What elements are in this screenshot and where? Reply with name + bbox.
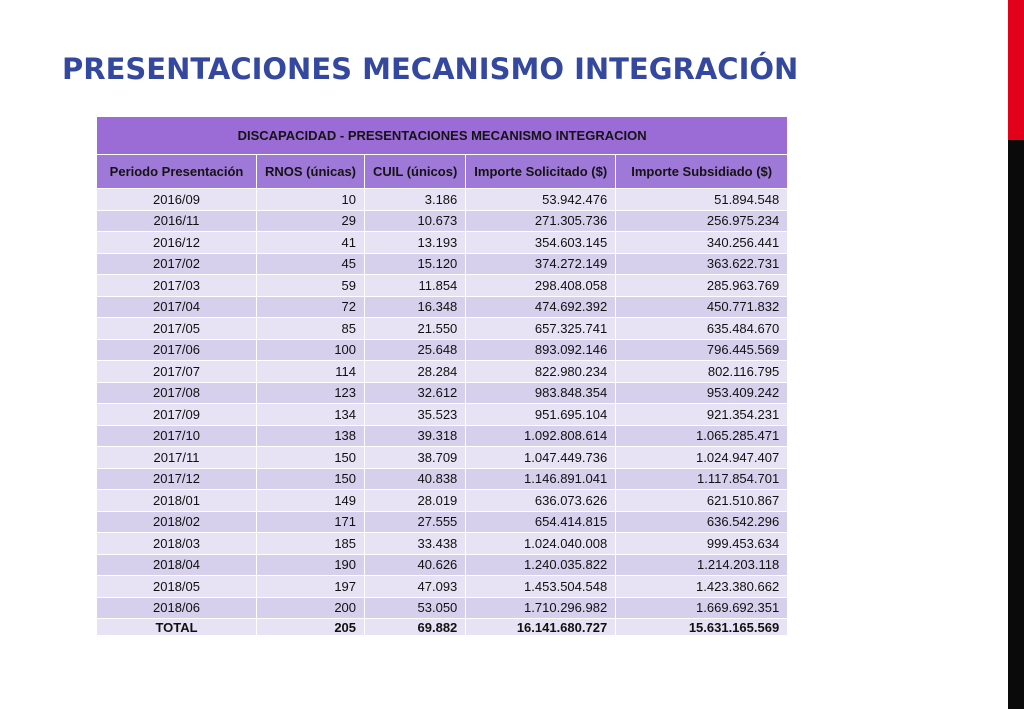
cell-periodo: 2017/07 bbox=[97, 361, 257, 383]
cell-rnos: 138 bbox=[257, 425, 365, 447]
total-importe-subsidiado: 15.631.165.569 bbox=[616, 619, 788, 636]
table-row bbox=[97, 253, 788, 275]
cell-cuil: 21.550 bbox=[365, 318, 466, 340]
cell-periodo: 2017/09 bbox=[97, 404, 257, 426]
table-row bbox=[97, 425, 788, 447]
table-row bbox=[97, 490, 788, 512]
cell-cuil: 25.648 bbox=[365, 339, 466, 361]
side-accent-bar-black bbox=[1008, 140, 1024, 709]
cell-rnos: 85 bbox=[257, 318, 365, 340]
cell-periodo: 2017/03 bbox=[97, 275, 257, 297]
cell-rnos: 150 bbox=[257, 468, 365, 490]
cell-importe-subsidiado: 796.445.569 bbox=[616, 339, 788, 361]
cell-periodo: 2016/09 bbox=[97, 189, 257, 211]
table-row bbox=[97, 210, 788, 232]
cell-importe-solicitado: 657.325.741 bbox=[466, 318, 616, 340]
table-row bbox=[97, 361, 788, 383]
table-body bbox=[97, 189, 788, 619]
cell-importe-subsidiado: 340.256.441 bbox=[616, 232, 788, 254]
cell-periodo: 2017/10 bbox=[97, 425, 257, 447]
cell-cuil: 38.709 bbox=[365, 447, 466, 469]
cell-rnos: 29 bbox=[257, 210, 365, 232]
slide-title: PRESENTACIONES MECANISMO INTEGRACIÓN bbox=[62, 52, 799, 86]
table-row bbox=[97, 339, 788, 361]
cell-importe-solicitado: 374.272.149 bbox=[466, 253, 616, 275]
cell-cuil: 10.673 bbox=[365, 210, 466, 232]
cell-importe-subsidiado: 802.116.795 bbox=[616, 361, 788, 383]
cell-cuil: 28.284 bbox=[365, 361, 466, 383]
cell-rnos: 114 bbox=[257, 361, 365, 383]
cell-importe-solicitado: 822.980.234 bbox=[466, 361, 616, 383]
cell-periodo: 2018/02 bbox=[97, 511, 257, 533]
cell-importe-subsidiado: 450.771.832 bbox=[616, 296, 788, 318]
cell-cuil: 15.120 bbox=[365, 253, 466, 275]
cell-importe-solicitado: 271.305.736 bbox=[466, 210, 616, 232]
cell-rnos: 10 bbox=[257, 189, 365, 211]
cell-periodo: 2016/12 bbox=[97, 232, 257, 254]
cell-importe-subsidiado: 1.669.692.351 bbox=[616, 597, 788, 619]
cell-cuil: 39.318 bbox=[365, 425, 466, 447]
column-header-importe-solicitado: Importe Solicitado ($) bbox=[466, 155, 616, 189]
table-row bbox=[97, 382, 788, 404]
cell-rnos: 171 bbox=[257, 511, 365, 533]
cell-importe-subsidiado: 999.453.634 bbox=[616, 533, 788, 555]
table-row bbox=[97, 232, 788, 254]
cell-cuil: 3.186 bbox=[365, 189, 466, 211]
table-row bbox=[97, 533, 788, 555]
cell-periodo: 2018/01 bbox=[97, 490, 257, 512]
cell-importe-solicitado: 1.710.296.982 bbox=[466, 597, 616, 619]
cell-importe-solicitado: 1.092.808.614 bbox=[466, 425, 616, 447]
cell-rnos: 150 bbox=[257, 447, 365, 469]
cell-periodo: 2017/11 bbox=[97, 447, 257, 469]
column-header-importe-subsidiado: Importe Subsidiado ($) bbox=[616, 155, 788, 189]
table-row bbox=[97, 447, 788, 469]
cell-rnos: 134 bbox=[257, 404, 365, 426]
side-accent-bar-red bbox=[1008, 0, 1024, 140]
cell-importe-subsidiado: 635.484.670 bbox=[616, 318, 788, 340]
total-row bbox=[97, 619, 788, 636]
cell-rnos: 149 bbox=[257, 490, 365, 512]
cell-periodo: 2018/04 bbox=[97, 554, 257, 576]
cell-cuil: 35.523 bbox=[365, 404, 466, 426]
cell-importe-subsidiado: 621.510.867 bbox=[616, 490, 788, 512]
total-label: TOTAL bbox=[97, 619, 257, 636]
cell-importe-subsidiado: 1.214.203.118 bbox=[616, 554, 788, 576]
cell-periodo: 2017/05 bbox=[97, 318, 257, 340]
cell-cuil: 16.348 bbox=[365, 296, 466, 318]
cell-rnos: 41 bbox=[257, 232, 365, 254]
table-row bbox=[97, 511, 788, 533]
cell-importe-solicitado: 1.453.504.548 bbox=[466, 576, 616, 598]
presentaciones-table bbox=[96, 116, 788, 636]
cell-rnos: 185 bbox=[257, 533, 365, 555]
cell-importe-solicitado: 474.692.392 bbox=[466, 296, 616, 318]
cell-importe-solicitado: 53.942.476 bbox=[466, 189, 616, 211]
cell-rnos: 59 bbox=[257, 275, 365, 297]
cell-periodo: 2017/06 bbox=[97, 339, 257, 361]
table-row bbox=[97, 404, 788, 426]
cell-importe-subsidiado: 953.409.242 bbox=[616, 382, 788, 404]
table-row bbox=[97, 296, 788, 318]
cell-importe-subsidiado: 636.542.296 bbox=[616, 511, 788, 533]
cell-importe-subsidiado: 1.117.854.701 bbox=[616, 468, 788, 490]
cell-periodo: 2018/03 bbox=[97, 533, 257, 555]
cell-importe-subsidiado: 363.622.731 bbox=[616, 253, 788, 275]
cell-importe-solicitado: 636.073.626 bbox=[466, 490, 616, 512]
cell-cuil: 53.050 bbox=[365, 597, 466, 619]
table-row bbox=[97, 189, 788, 211]
cell-importe-solicitado: 983.848.354 bbox=[466, 382, 616, 404]
table-row bbox=[97, 318, 788, 340]
column-header-cuil: CUIL (únicos) bbox=[365, 155, 466, 189]
cell-importe-solicitado: 298.408.058 bbox=[466, 275, 616, 297]
cell-rnos: 72 bbox=[257, 296, 365, 318]
cell-cuil: 28.019 bbox=[365, 490, 466, 512]
cell-rnos: 100 bbox=[257, 339, 365, 361]
cell-periodo: 2017/12 bbox=[97, 468, 257, 490]
cell-periodo: 2017/04 bbox=[97, 296, 257, 318]
cell-importe-solicitado: 951.695.104 bbox=[466, 404, 616, 426]
cell-importe-subsidiado: 51.894.548 bbox=[616, 189, 788, 211]
cell-cuil: 32.612 bbox=[365, 382, 466, 404]
cell-rnos: 123 bbox=[257, 382, 365, 404]
table-row bbox=[97, 468, 788, 490]
cell-cuil: 33.438 bbox=[365, 533, 466, 555]
cell-importe-subsidiado: 1.423.380.662 bbox=[616, 576, 788, 598]
cell-importe-subsidiado: 1.024.947.407 bbox=[616, 447, 788, 469]
cell-importe-solicitado: 893.092.146 bbox=[466, 339, 616, 361]
cell-cuil: 11.854 bbox=[365, 275, 466, 297]
cell-importe-solicitado: 1.024.040.008 bbox=[466, 533, 616, 555]
cell-importe-subsidiado: 921.354.231 bbox=[616, 404, 788, 426]
cell-periodo: 2017/02 bbox=[97, 253, 257, 275]
cell-periodo: 2017/08 bbox=[97, 382, 257, 404]
table-row bbox=[97, 275, 788, 297]
cell-periodo: 2018/05 bbox=[97, 576, 257, 598]
cell-importe-solicitado: 1.146.891.041 bbox=[466, 468, 616, 490]
cell-periodo: 2016/11 bbox=[97, 210, 257, 232]
table-row bbox=[97, 576, 788, 598]
table-row bbox=[97, 554, 788, 576]
column-header-periodo: Periodo Presentación bbox=[97, 155, 257, 189]
table-row bbox=[97, 597, 788, 619]
total-importe-solicitado: 16.141.680.727 bbox=[466, 619, 616, 636]
cell-cuil: 27.555 bbox=[365, 511, 466, 533]
cell-importe-solicitado: 654.414.815 bbox=[466, 511, 616, 533]
cell-cuil: 40.626 bbox=[365, 554, 466, 576]
cell-rnos: 45 bbox=[257, 253, 365, 275]
cell-rnos: 197 bbox=[257, 576, 365, 598]
cell-importe-solicitado: 354.603.145 bbox=[466, 232, 616, 254]
cell-importe-solicitado: 1.047.449.736 bbox=[466, 447, 616, 469]
total-cuil: 69.882 bbox=[365, 619, 466, 636]
cell-importe-subsidiado: 285.963.769 bbox=[616, 275, 788, 297]
total-rnos: 205 bbox=[257, 619, 365, 636]
column-header-rnos: RNOS (únicas) bbox=[257, 155, 365, 189]
cell-rnos: 190 bbox=[257, 554, 365, 576]
cell-cuil: 13.193 bbox=[365, 232, 466, 254]
cell-importe-subsidiado: 256.975.234 bbox=[616, 210, 788, 232]
cell-importe-subsidiado: 1.065.285.471 bbox=[616, 425, 788, 447]
cell-cuil: 47.093 bbox=[365, 576, 466, 598]
cell-rnos: 200 bbox=[257, 597, 365, 619]
table-banner: DISCAPACIDAD - PRESENTACIONES MECANISMO INTEGRACION bbox=[97, 117, 788, 155]
cell-importe-solicitado: 1.240.035.822 bbox=[466, 554, 616, 576]
cell-periodo: 2018/06 bbox=[97, 597, 257, 619]
cell-cuil: 40.838 bbox=[365, 468, 466, 490]
